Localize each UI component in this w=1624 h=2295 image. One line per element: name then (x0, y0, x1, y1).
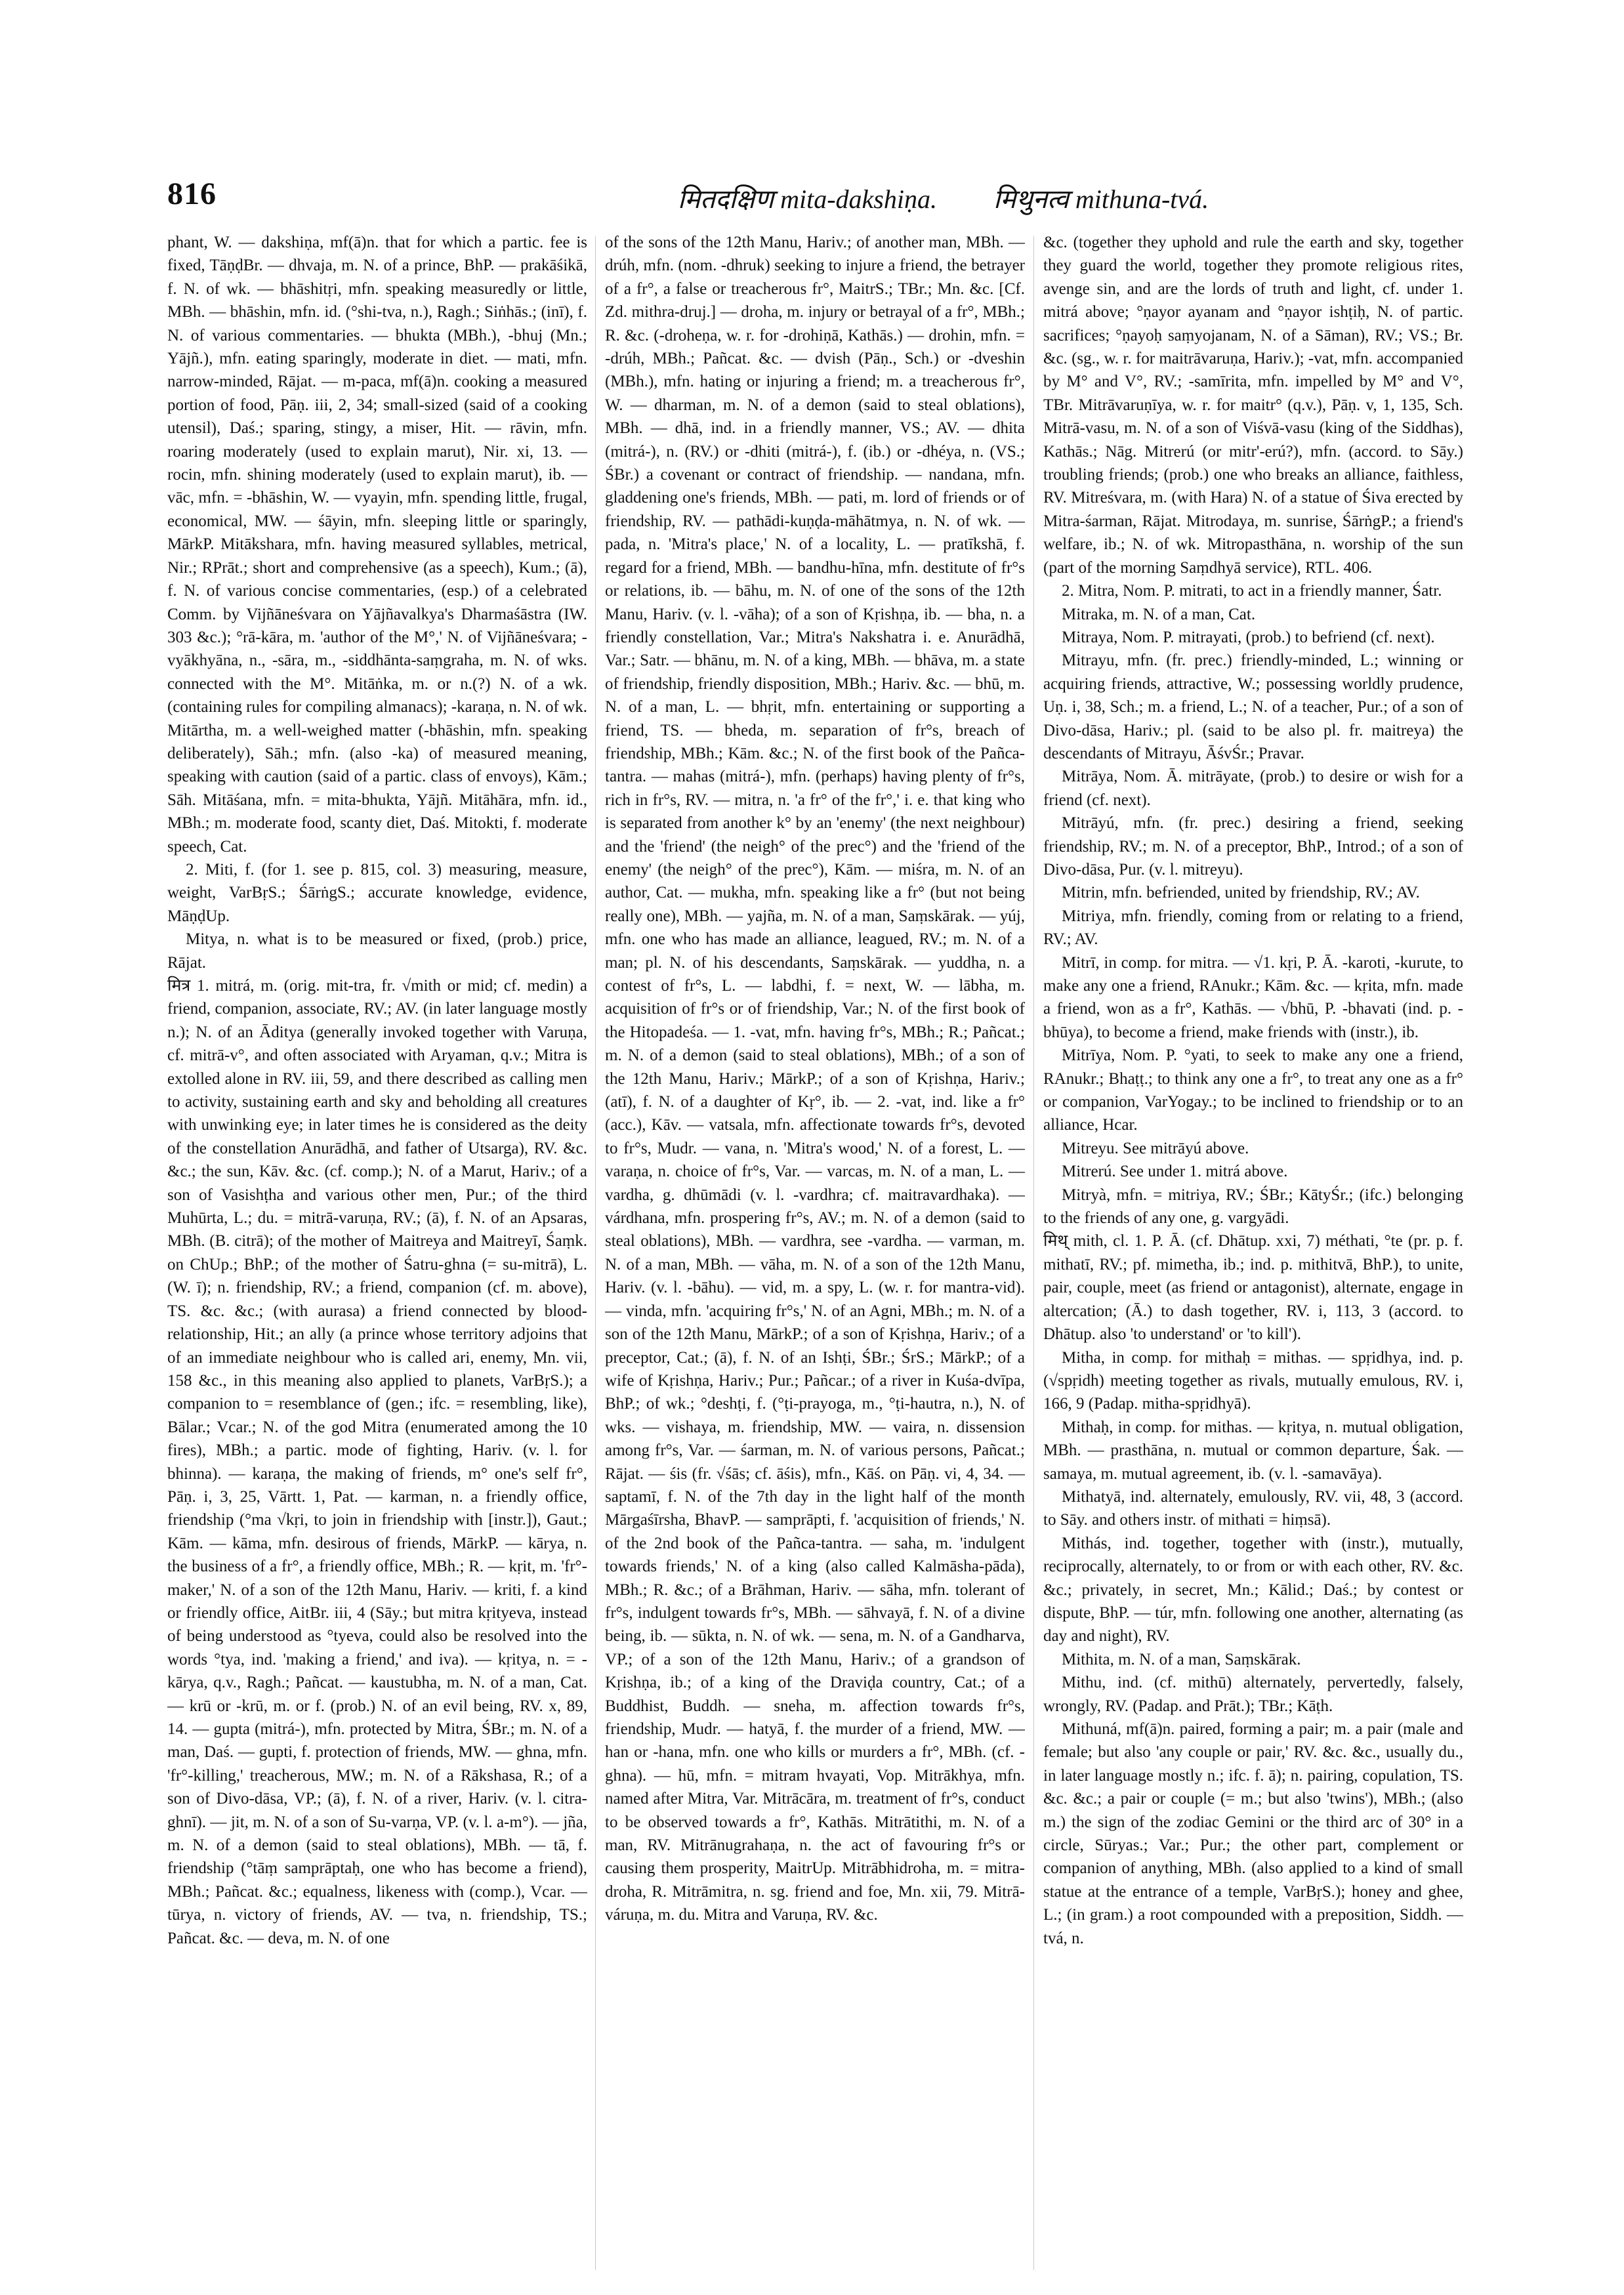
text-column-2 (605, 231, 1025, 2278)
page-number: 816 (167, 176, 217, 211)
right-guide-word: मिथुनत्व mithuna-tvá. (993, 184, 1209, 214)
text-column-1 (167, 231, 587, 2278)
column-divider (595, 236, 596, 2270)
dictionary-entry: Mitraka, m. N. of a man, Cat. (1062, 605, 1256, 623)
dictionary-entry: Mitryà, mfn. = mitriya, RV.; ŚBr.; KātyŚr.; (ifc.) belonging to the friends of any one, g. vargyādi. (1043, 1186, 1463, 1228)
left-guide-word: मितदक्षिण mita-dakshiṇa. (677, 184, 937, 214)
dictionary-entry: Mitreyu. See mitrāyú above. (1062, 1139, 1249, 1157)
dictionary-entry: Mitrīya, Nom. P. °yati, to seek to make any one a friend, RAnukr.; Bhaṭṭ.; to think any one a fr°, to treat any one as a fr° or companion, VarYogay.; to be inclined to friendship or to an alliance, Hcar. (1043, 1046, 1463, 1134)
dictionary-entry: Mitriya, mfn. friendly, coming from or relating to a friend, RV.; AV. (1043, 907, 1463, 949)
running-head (430, 180, 1457, 216)
dictionary-entry: मिथ् mith, cl. 1. P. Ā. (cf. Dhātup. xxi, 7) méthati, °te (pr. p. f. mithatī, RV.; pf. mimetha, ib.; ind. p. mithitvā, BhP.), to unite, pair, couple, meet (as friend or antagonist), alternate, engage in altercation; (Ā.) to dash together, RV. i, 113, 3 (accord. to Dhātup. also 'to understand' or 'to kill'). (1043, 1232, 1463, 1344)
text-column-3 (1043, 231, 1463, 2278)
dictionary-entry: Mitraya, Nom. P. mitrayati, (prob.) to befriend (cf. next). (1062, 628, 1435, 646)
dictionary-entry: Mitya, n. what is to be measured or fixed, (prob.) price, Rājat. (167, 930, 587, 972)
dictionary-entry: Mithatyā, ind. alternately, emulously, RV. vii, 48, 3 (accord. to Sāy. and others instr. of mithati = hiṃsā). (1043, 1487, 1463, 1529)
dictionary-entry: Mitrāyú, mfn. (fr. prec.) desiring a friend, seeking friendship, RV.; m. N. of a preceptor, BhP., Introd.; of a son of Divo-dāsa, Pur. (v. l. mitreyu). (1043, 814, 1463, 879)
column-divider (1033, 236, 1034, 2270)
dictionary-entry: मित्र 1. mitrá, m. (orig. mit-tra, fr. √mith or mid; cf. medin) a friend, companion, associate, RV.; AV. (in later language mostly n.); N. of an Āditya (generally invoked together with Varuṇa, cf. mitrā-v°, and often associated with Aryaman, q.v.; Mitra is extolled alone in RV. iii, 59, and there described as calling men to activity, sustaining earth and sky and beholding all creatures with unwinking eye; in later times he is considered as the deity of the constellation Anurādhā, and father of Utsarga), RV. &c. &c.; the sun, Kāv. &c. (cf. comp.); N. of a Marut, Hariv.; of a son of Vasishṭha and various other men, Pur.; of the third Muhūrta, L.; du. = mitrā-varuṇa, RV.; (ā), f. N. of an Apsaras, MBh. (B. citrā); of the mother of Maitreya and Maitreyī, Śaṃk. on ChUp.; BhP.; of the mother of Śatru-ghna (= su-mitrā), L. (W. ī); n. friendship, RV.; a friend, companion (cf. m. above), TS. &c. &c.; (with aurasa) a friend connected by blood-relationship, Hit.; an ally (a prince whose territory adjoins that of an immediate neighbour who is called ari, enemy, Mn. vii, 158 &c., in this meaning also applied to planets, VarBṛS.); a companion to = resemblance of (gen.; ifc. = resembling, like), Bālar.; Vcar.; N. of the god Mitra (enumerated among the 10 fires), MBh.; a partic. mode of fighting, Hariv. (v. l. for bhinna). — karaṇa, the making of friends, m° one's self fr°, Pāṇ. i, 3, 25, Vārtt. 1, Pat. — karman, n. a friendly office, friendship (°ma √kṛi, to join in friendship with [instr.]), Gaut.; Kām. — kāma, mfn. desirous of friends, MārkP. — kārya, n. the business of a fr°, a friendly office, MBh.; R. — kṛit, m. 'fr°-maker,' N. of a son of the 12th Manu, Hariv. — kriti, f. a kind or friendly office, AitBr. iii, 4 (Sāy.; but mitra kṛityeva, instead of being understood as °tyeva, could also be resolved into the words °tya, ind. 'making a friend,' and iva). — kṛitya, n. = -kārya, q.v., Ragh.; Pañcat. — kaustubha, m. N. of a man, Cat. — krū or -krū, m. or f. (prob.) N. of an evil being, RV. x, 89, 14. — gupta (mitrá-), mfn. protected by Mitra, ŚBr.; m. N. of a man, Daś. — gupti, f. protection of friends, MW. — ghna, mfn. 'fr°-killing,' treacherous, MW.; m. N. of a Rākshasa, R.; of a son of Divo-dāsa, VP.; (ā), f. N. of a river, Hariv. (v. l. citra-ghnī). — jit, m. N. of a son of Su-varṇa, VP. (v. l. a-m°). — jña, m. N. of a demon (said to steal oblations), MBh. — tā, f. friendship (°tāṃ samprāptaḥ, one who has become a friend), MBh.; Pañcat. &c.; equalness, likeness with (comp.), Vcar. — tūrya, n. victory of friends, AV. — tva, n. friendship, TS.; Pañcat. &c. — deva, m. N. of one (167, 977, 587, 1947)
dictionary-entry: Mitrerú. See under 1. mitrá above. (1062, 1163, 1288, 1181)
dictionary-entry: Mithás, ind. together, together with (instr.), mutually, reciprocally, alternately, to or from or with each other, RV. &c. &c.; privately, in secret, Mn.; Kālid.; Daś.; by contest or dispute, BhP. — túr, mfn. following one another, alternating (as day and night), RV. (1043, 1534, 1463, 1645)
dictionary-entry: Mitrin, mfn. befriended, united by friendship, RV.; AV. (1062, 884, 1420, 902)
dictionary-entry: Mithu, ind. (cf. mithū) alternately, pervertedly, falsely, wrongly, RV. (Padap. and Prāt.); TBr.; Kāṭh. (1043, 1674, 1463, 1715)
dictionary-entry: 2. Mitra, Nom. P. mitrati, to act in a friendly manner, Śatr. (1062, 582, 1442, 600)
dictionary-entry: 2. Miti, f. (for 1. see p. 815, col. 3) measuring, measure, weight, VarBṛS.; ŚārṅgS.; accurate knowledge, evidence, MāṇḍUp. (167, 860, 587, 925)
dictionary-entry: Mitha, in comp. for mithaḥ = mithas. — spṛidhya, ind. p. (√spṛidh) meeting together as rivals, mutually emulous, RV. i, 166, 9 (Padap. mitha-spṛidhyā). (1043, 1348, 1463, 1413)
dictionary-entry: Mitrayu, mfn. (fr. prec.) friendly-minded, L.; winning or acquiring friends, attractive, W.; possessing worldly prudence, Uṇ. i, 38, Sch.; m. a friend, L.; N. of a teacher, Pur.; of a son of Divo-dāsa, Hariv.; pl. (said to be also pl. fr. maitreya) the descendants of Mitrayu, ĀśvŚr.; Pravar. (1043, 651, 1463, 762)
dictionary-entry: Mithaḥ, in comp. for mithas. — kṛitya, n. mutual obligation, MBh. — prasthāna, n. mutual or common departure, Śak. — samaya, m. mutual agreement, ib. (v. l. -samavāya). (1043, 1418, 1463, 1483)
dictionary-entry: Mitrī, in comp. for mitra. — √1. kṛi, P. Ā. -karoti, -kurute, to make any one a friend, RAnukr.; Kām. &c. — kṛita, mfn. made a friend, won as a fr°, Kathās. — √bhū, P. -bhavati (ind. p. -bhūya), to become a friend, make friends with (instr.), ib. (1043, 953, 1463, 1041)
page-header (167, 176, 1457, 223)
dictionary-entry: Mithuná, mf(ā)n. paired, forming a pair; m. a pair (male and female; but also 'any couple or pair,' RV. &c. &c., usually du., in later language mostly n.; ifc. f. ā); n. pairing, copulation, TS. &c. &c.; a pair or couple (= m.; but also 'twins'), MBh.; (also m.) the sign of the zodiac Gemini or the third arc of 30° in a circle, Sūryas.; Var.; Pur.; the other part, complement or companion of anything, MBh. (also applied to a kind of small statue at the entrance of a temple, VarBṛS.); honey and ghee, L.; (in gram.) a root compounded with a preposition, Siddh. — tvá, n. (1043, 1720, 1463, 1947)
dictionary-entry: &c. (together they uphold and rule the earth and sky, together they guard the world, together they promote religious rites, avenge sin, and are the lords of truth and light, cf. under 1. mitrá above; °ṇayor ayanam and °ṇayor ishṭiḥ, N. of partic. sacrifices; °ṇayoḥ saṃyojanam, N. of a Sāman), RV.; VS.; Br. &c. (sg., w. r. for maitrāvaruṇa, Hariv.); -vat, mfn. accompanied by M° and V°, RV.; -samīrita, mfn. impelled by M° and V°, TBr. Mitrāvaruṇīya, w. r. for maitr° (q.v.), Pāṇ. v, 1, 135, Sch. Mitrā-vasu, m. N. of a son of Viśvā-vasu (king of the Siddhas), Kathās.; Nāg. Mitrerú (or mitr'-erú?), mfn. (accord. to Sāy.) troubling friends; (prob.) one who breaks an alliance, faithless, RV. Mitreśvara, m. (with Hara) N. of a statue of Śiva erected by Mitra-śarman, Rājat. Mitrodaya, m. sunrise, ŚārṅgP.; a friend's welfare, ib.; N. of wk. Mitropasthāna, n. worship of the sun (part of the morning Saṃdhyā service), RTL. 406. (1043, 234, 1463, 577)
dictionary-entry: Mithita, m. N. of a man, Saṃskārak. (1062, 1650, 1301, 1668)
dictionary-entry: of the sons of the 12th Manu, Hariv.; of another man, MBh. — drúh, mfn. (nom. -dhruk) seeking to injure a friend, the betrayer of a fr°, a false or treacherous fr°, MaitrS.; TBr.; Mn. &c. [Cf. Zd. mithra-druj.] — droha, m. injury or betrayal of a fr°, MBh.; R. &c. (-droheṇa, w. r. for -drohiṇā, Kathās.) — drohin, mfn. = -drúh, MBh.; Pañcat. &c. — dvish (Pāṇ., Sch.) or -dveshin (MBh.), mfn. hating or injuring a friend; m. a treacherous fr°, W. — dharman, m. N. of a demon (said to steal oblations), MBh. — dhā, ind. in a friendly manner, VS.; AV. — dhita (mitrá-), n. (RV.) or -dhiti (mitrá-), f. (ib.) or -dhéya, n. (VS.; ŚBr.) a covenant or contract of friendship. — nandana, mfn. gladdening one's friends, MBh. — pati, m. lord of friends or of friendship, RV. — pathādi-kuṇḍa-māhātmya, n. N. of wk. — pada, n. 'Mitra's place,' N. of a locality, L. — pratīkshā, f. regard for a friend, MBh. — bandhu-hīna, mfn. destitute of fr°s or relations, ib. — bāhu, m. N. of one of the sons of the 12th Manu, Hariv. (v. l. -vāha); of a son of Kṛishṇa, ib. — bha, n. a friendly constellation, Var.; Mitra's Nakshatra i. e. Anurādhā, Var.; Satr. — bhānu, m. N. of a king, MBh. — bhāva, m. a state of friendship, friendly disposition, MBh.; Hariv. &c. — bhū, m. N. of a man, L. — bhṛit, mfn. entertaining or supporting a friend, TS. — bheda, m. separation of fr°s, breach of friendship, MBh.; Kām. &c.; N. of the first book of the Pañca-tantra. — mahas (mitrá-), mfn. (perhaps) having plenty of fr°s, rich in fr°s, RV. — mitra, n. 'a fr° of the fr°,' i. e. that king who is separated from another k° by an 'enemy' (the next neighbour) and the 'friend' (the neigh° of the prec°) and the 'friend of the enemy' (the neigh° of the prec°), Kām. — miśra, m. N. of an author, Cat. — mukha, mfn. speaking like a fr° (but not being really one), MBh. — yajña, m. N. of a man, Saṃskārak. — yúj, mfn. one who has made an alliance, leagued, RV.; m. N. of a man; pl. N. of his descendants, Saṃskārak. — yuddha, n. a contest of fr°s, L. — labdhi, f. = next, W. — lābha, m. acquisition of fr°s or of friendship, Var.; N. of the first book of the Hitopadeśa. — 1. -vat, mfn. having fr°s, MBh.; R.; Pañcat.; m. N. of a demon (said to steal oblations), MBh.; of a son of the 12th Manu, Hariv.; MārkP.; of a son of Kṛishṇa, Hariv.; (atī), f. N. of a daughter of Kṛ°, ib. — 2. -vat, ind. like a fr° (acc.), Kāv. — vatsala, mfn. affectionate towards fr°s, devoted to fr°s, Mudr. — vana, n. 'Mitra's wood,' N. of a forest, L. — varaṇa, n. choice of fr°s, Var. — varcas, m. N. of a man, L. — vardha, g. dhūmādi (v. l. -vardhra; cf. maitravardhaka). — várdhana, mfn. prospering fr°s, AV.; m. N. of a demon (said to steal oblations), MBh. — vardhra, see -vardha. — varman, m. N. of a man, MBh. — vāha, m. N. of a son of the 12th Manu, Hariv. (v. l. -bāhu). — vid, m. a spy, L. (w. r. for mantra-vid). — vinda, mfn. 'acquiring fr°s,' N. of an Agni, MBh.; m. N. of a son of the 12th Manu, MārkP.; of a son of Kṛishṇa, Hariv.; of a preceptor, Cat.; (ā), f. N. of an Ishṭi, ŚBr.; ŚrS.; MārkP.; of a wife of Kṛishṇa, Hariv.; Pur.; Pañcar.; of a river in Kuśa-dvīpa, BhP.; of wk.; °deshṭi, f. (°ṭi-prayoga, m., °ṭi-hautra, n.), N. of wks. — vishaya, m. friendship, MW. — vaira, n. dissension among fr°s, Var. — śarman, m. N. of various persons, Pañcat.; Rājat. — śis (fr. √śās; cf. āśis), mfn., Kāś. on Pāṇ. vi, 4, 34. — saptamī, f. N. of the 7th day in the light half of the month Mārgaśīrsha, BhavP. — samprāpti, f. 'acquisition of friends,' N. of the 2nd book of the Pañca-tantra. — saha, m. 'indulgent towards friends,' N. of a king (also called Kalmāsha-pāda), MBh.; R. &c.; of a Brāhman, Hariv. — sāha, mfn. tolerant of fr°s, indulgent towards fr°s, MBh. — sāhvayā, f. N. of a divine being, ib. — sūkta, n. N. of wk. — sena, m. N. of a Gandharva, VP.; of a son of the 12th Manu, Hariv.; of a grandson of Kṛishṇa, ib.; of a king of the Draviḍa country, Cat.; of a Buddhist, Buddh. — sneha, m. affection towards fr°s, friendship, Mudr. — hatyā, f. the murder of a friend, MW. — han or -hana, mfn. one who kills or murders a fr°, MBh. (cf. -ghna). — hū, mfn. = mitram hvayati, Vop. Mitrākhya, mfn. named after Mitra, Var. Mitrācāra, m. treatment of fr°s, conduct to be observed towards a fr°, Kathās. Mitrātithi, m. N. of a man, RV. Mitrānugrahaṇa, n. the act of favouring fr°s or causing them prosperity, MaitrUp. Mitrābhidroha, m. = mitra-droha, R. Mitrāmitra, n. sg. friend and foe, Mn. xii, 79. Mitrā-váruṇa, m. du. Mitra and Varuṇa, RV. &c. (605, 234, 1025, 1924)
dictionary-entry: Mitrāya, Nom. Ā. mitrāyate, (prob.) to desire or wish for a friend (cf. next). (1043, 768, 1463, 809)
dictionary-entry: phant, W. — dakshiṇa, mf(ā)n. that for which a partic. fee is fixed, TāṇḍBr. — dhvaja, m. N. of a prince, BhP. — prakāśikā, f. N. of wk. — bhāshitṛi, mfn. speaking measuredly or little, MBh. — bhāshin, mfn. id. (°shi-tva, n.), Ragh.; Siṅhās.; (inī), f. N. of various commentaries. — bhukta (MBh.), -bhuj (Mn.; Yājñ.), mfn. eating sparingly, moderate in diet. — mati, mfn. narrow-minded, Rājat. — m-paca, mf(ā)n. cooking a measured portion of food, Pāṇ. iii, 2, 34; small-sized (said of a cooking utensil), Daś.; sparing, stingy, a miser, Hit. — rāvin, mfn. roaring moderately (used to explain marut), Nir. xi, 13. — rocin, mfn. shining moderately (used to explain marut), ib. — vāc, mfn. = -bhāshin, W. — vyayin, mfn. spending little, frugal, economical, MW. — śāyin, mfn. sleeping little or sparingly, MārkP. Mitākshara, mfn. having measured syllables, metrical, Nir.; RPrāt.; short and comprehensive (as a speech), Kum.; (ā), f. N. of various concise commentaries, (esp.) of a celebrated Comm. by Vijñāneśvara on Yājñavalkya's Dharmaśāstra (IW. 303 &c.); °rā-kāra, m. 'author of the M°,' N. of Vijñāneśvara; -vyākhyāna, n., -sāra, m., -siddhānta-saṃgraha, m. N. of wks. connected with the M°. Mitāṅka, m. or n.(?) N. of a wk. (containing rules for compiling almanacs); -karaṇa, n. N. of wk. Mitārtha, m. a well-weighed matter (-bhāshin, mfn. speaking deliberately), Sāh.; mfn. (also -ka) of measured meaning, speaking with caution (said of a partic. class of envoys), Kām.; Sāh. Mitāśana, mfn. = mita-bhukta, Yājñ. Mitāhāra, mfn. id., MBh.; m. moderate food, scanty diet, Daś. Mitokti, f. moderate speech, Cat. (167, 234, 587, 856)
